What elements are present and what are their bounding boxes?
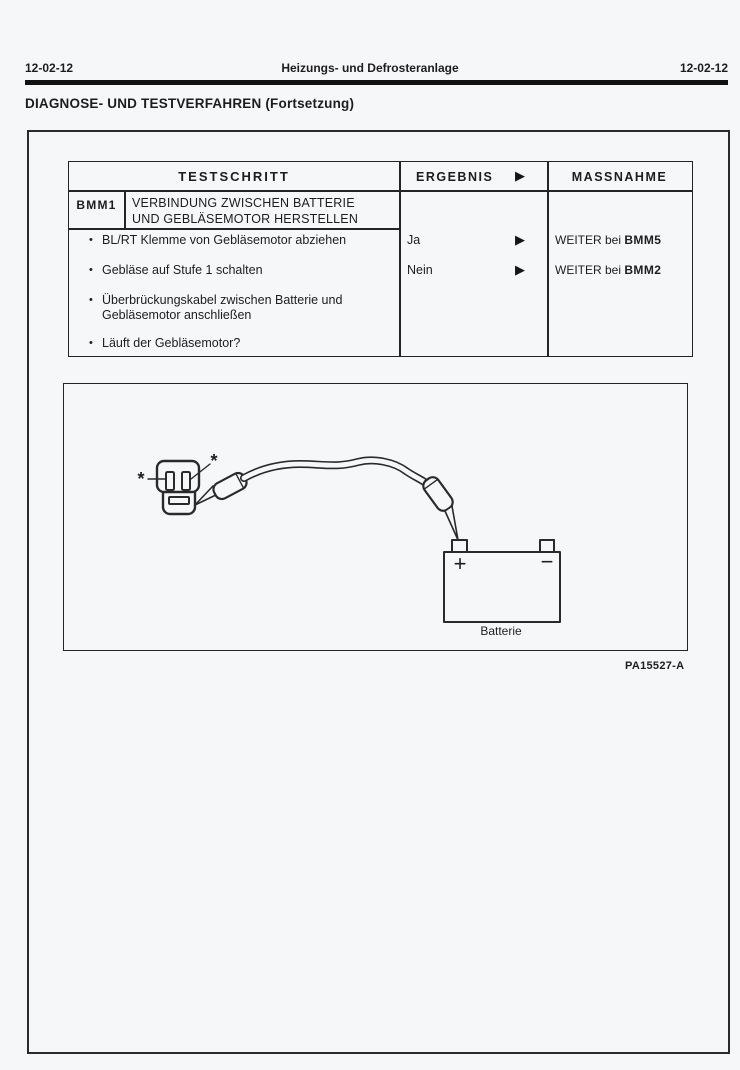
action-step-ref: BMM2 — [624, 263, 662, 277]
page-number-left: 12-02-12 — [25, 61, 74, 75]
battery-plus-symbol: + — [453, 551, 467, 576]
connector-upper-body — [157, 461, 199, 492]
column-header-ergebnis: ERGEBNIS — [416, 170, 494, 184]
result-answer-nein: Nein — [407, 263, 433, 277]
battery-minus-symbol: − — [540, 549, 554, 574]
probe-tip-battery — [445, 506, 458, 540]
test-instruction-item — [89, 263, 389, 278]
test-instruction-item — [89, 336, 389, 351]
test-step-title — [132, 195, 358, 227]
asterisk-marker-top: * — [210, 451, 218, 471]
header-row-divider — [69, 190, 692, 192]
result-answer-ja: Ja — [407, 233, 421, 247]
page-number-right: 12-02-12 — [679, 61, 728, 75]
column-header-massnahme: MASSNAHME — [571, 170, 668, 184]
battery-label: Batterie — [480, 624, 522, 638]
bullet-icon: • — [89, 264, 93, 276]
chapter-title: Heizungs- und Defrosteranlage — [281, 61, 459, 75]
action-prefix: WEITER bei — [555, 263, 625, 277]
figure-illustration — [64, 384, 684, 647]
result-arrow-icon: ▶ — [515, 169, 525, 184]
figure-jumper-cable — [63, 383, 688, 651]
instruction-text: Gebläse auf Stufe 1 schalten — [102, 263, 263, 277]
action-step-ref: BMM5 — [624, 233, 662, 247]
section-title: DIAGNOSE- UND TESTVERFAHREN (Fortsetzung) — [25, 96, 355, 111]
step-id-divider — [124, 190, 126, 230]
action-weiter-bmm5 — [555, 233, 661, 247]
asterisk-marker-left: * — [137, 469, 145, 489]
test-instruction-item — [89, 233, 389, 248]
result-arrow-icon: ▶ — [515, 263, 525, 278]
test-step-title-line1: VERBINDUNG ZWISCHEN BATTERIE — [132, 196, 355, 210]
bullet-icon: • — [89, 294, 93, 306]
step-row-divider — [69, 228, 399, 230]
test-instruction-item — [89, 293, 389, 323]
action-prefix: WEITER bei — [555, 233, 625, 247]
bullet-icon: • — [89, 337, 93, 349]
diagnostic-table — [68, 161, 693, 357]
action-weiter-bmm2 — [555, 263, 661, 277]
figure-reference-code: PA15527-A — [625, 660, 685, 672]
bullet-icon: • — [89, 234, 93, 246]
result-arrow-icon: ▶ — [515, 233, 525, 248]
column-header-testschritt: TESTSCHRITT — [178, 169, 290, 184]
instruction-text: Läuft der Gebläsemotor? — [102, 336, 241, 350]
instruction-text: Überbrückungskabel zwischen Batterie und Gebläsemotor anschließen — [102, 293, 343, 322]
test-step-title-line2: UND GEBLÄSEMOTOR HERSTELLEN — [132, 212, 359, 226]
header-rule — [25, 80, 728, 85]
instruction-text: BL/RT Klemme von Gebläsemotor abziehen — [102, 233, 347, 247]
test-step-id: BMM1 — [76, 198, 117, 212]
